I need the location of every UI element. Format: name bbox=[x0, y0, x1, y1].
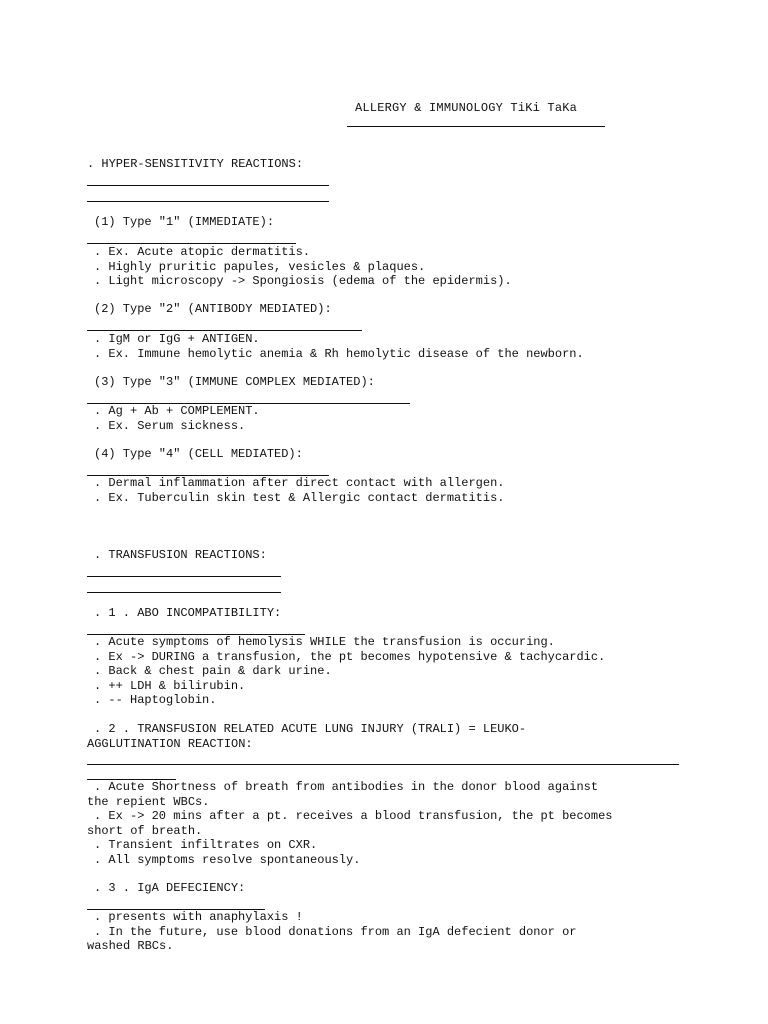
subsection-heading: . 3 . IgA DEFECIENCY: bbox=[94, 881, 246, 895]
list-item: . Highly pruritic papules, vesicles & plaques. bbox=[94, 259, 426, 274]
section-heading: . HYPER-SENSITIVITY REACTIONS: bbox=[87, 157, 304, 171]
list-item: . presents with anaphylaxis ! bbox=[94, 910, 303, 924]
iga-lines bbox=[87, 910, 687, 954]
subsection-heading: (3) Type "3" (IMMUNE COMPLEX MEDIATED): bbox=[94, 375, 375, 389]
trali-lines bbox=[87, 780, 687, 867]
list-item: . Ex. Serum sickness. bbox=[94, 418, 246, 433]
type4-block bbox=[87, 447, 687, 462]
heading-underline bbox=[87, 201, 329, 202]
list-item: . In the future, use blood donations from an IgA defecient donor or bbox=[94, 924, 577, 939]
list-item: . Ex -> DURING a transfusion, the pt becomes hypotensive & tachycardic. bbox=[94, 649, 606, 664]
subsection-underline bbox=[87, 330, 362, 331]
hypersensitivity-heading bbox=[87, 157, 687, 172]
list-item: . All symptoms resolve spontaneously. bbox=[94, 852, 361, 867]
subsection-heading: . 1 . ABO INCOMPATIBILITY: bbox=[94, 606, 282, 620]
type3-block bbox=[87, 375, 687, 390]
abo-lines bbox=[87, 635, 687, 708]
list-item: . Ex -> 20 mins after a pt. receives a blood transfusion, the pt becomes bbox=[94, 809, 613, 823]
list-item: . Light microscopy -> Spongiosis (edema of the epidermis). bbox=[94, 274, 512, 288]
subsection-heading: (1) Type "1" (IMMEDIATE): bbox=[94, 215, 275, 229]
heading-underline bbox=[87, 592, 281, 593]
subsection-underline bbox=[87, 764, 679, 765]
list-item: . Acute symptoms of hemolysis WHILE the transfusion is occuring. bbox=[94, 635, 555, 649]
title-underline bbox=[347, 126, 605, 127]
trali-block bbox=[87, 722, 687, 751]
list-item: . Ex. Tuberculin skin test & Allergic contact dermatitis. bbox=[94, 490, 505, 505]
list-item: . Ag + Ab + COMPLEMENT. bbox=[94, 404, 260, 418]
section-heading: . TRANSFUSION REACTIONS: bbox=[94, 548, 267, 562]
list-item: . -- Haptoglobin. bbox=[94, 693, 217, 707]
list-item: . Back & chest pain & dark urine. bbox=[94, 664, 332, 678]
type3-lines bbox=[87, 404, 687, 433]
subsection-heading: (4) Type "4" (CELL MEDIATED): bbox=[94, 447, 303, 461]
subsection-heading-cont: AGGLUTINATION REACTION: bbox=[87, 736, 253, 751]
abo-block bbox=[87, 606, 687, 621]
transfusion-heading bbox=[87, 548, 687, 563]
list-item: . Ex. Acute atopic dermatitis. bbox=[94, 245, 311, 259]
list-item-cont: the repient WBCs. bbox=[87, 794, 210, 809]
document-title: ALLERGY & IMMUNOLOGY TiKi TaKa bbox=[355, 101, 578, 115]
type4-lines bbox=[87, 476, 687, 505]
list-item-cont: short of breath. bbox=[87, 823, 203, 838]
list-item: . Transient infiltrates on CXR. bbox=[94, 838, 318, 852]
list-item: . Acute Shortness of breath from antibodies in the donor blood against bbox=[94, 780, 599, 794]
heading-underline bbox=[87, 185, 329, 186]
type1-lines bbox=[87, 245, 687, 289]
list-item: . Ex. Immune hemolytic anemia & Rh hemolytic disease of the newborn. bbox=[94, 346, 584, 361]
list-item: . Dermal inflammation after direct contact with allergen. bbox=[94, 476, 505, 490]
heading-underline bbox=[87, 576, 281, 577]
list-item-cont: washed RBCs. bbox=[87, 939, 174, 953]
type2-lines bbox=[87, 332, 687, 361]
type2-block bbox=[87, 302, 687, 317]
subsection-heading: (2) Type "2" (ANTIBODY MEDIATED): bbox=[94, 302, 332, 316]
type1-block bbox=[87, 215, 687, 230]
list-item: . IgM or IgG + ANTIGEN. bbox=[94, 332, 260, 346]
list-item: . ++ LDH & bilirubin. bbox=[94, 678, 246, 693]
subsection-underline bbox=[87, 243, 296, 244]
iga-block bbox=[87, 881, 687, 896]
subsection-heading: . 2 . TRANSFUSION RELATED ACUTE LUNG INJURY (TRALI) = LEUKO- bbox=[94, 722, 527, 736]
